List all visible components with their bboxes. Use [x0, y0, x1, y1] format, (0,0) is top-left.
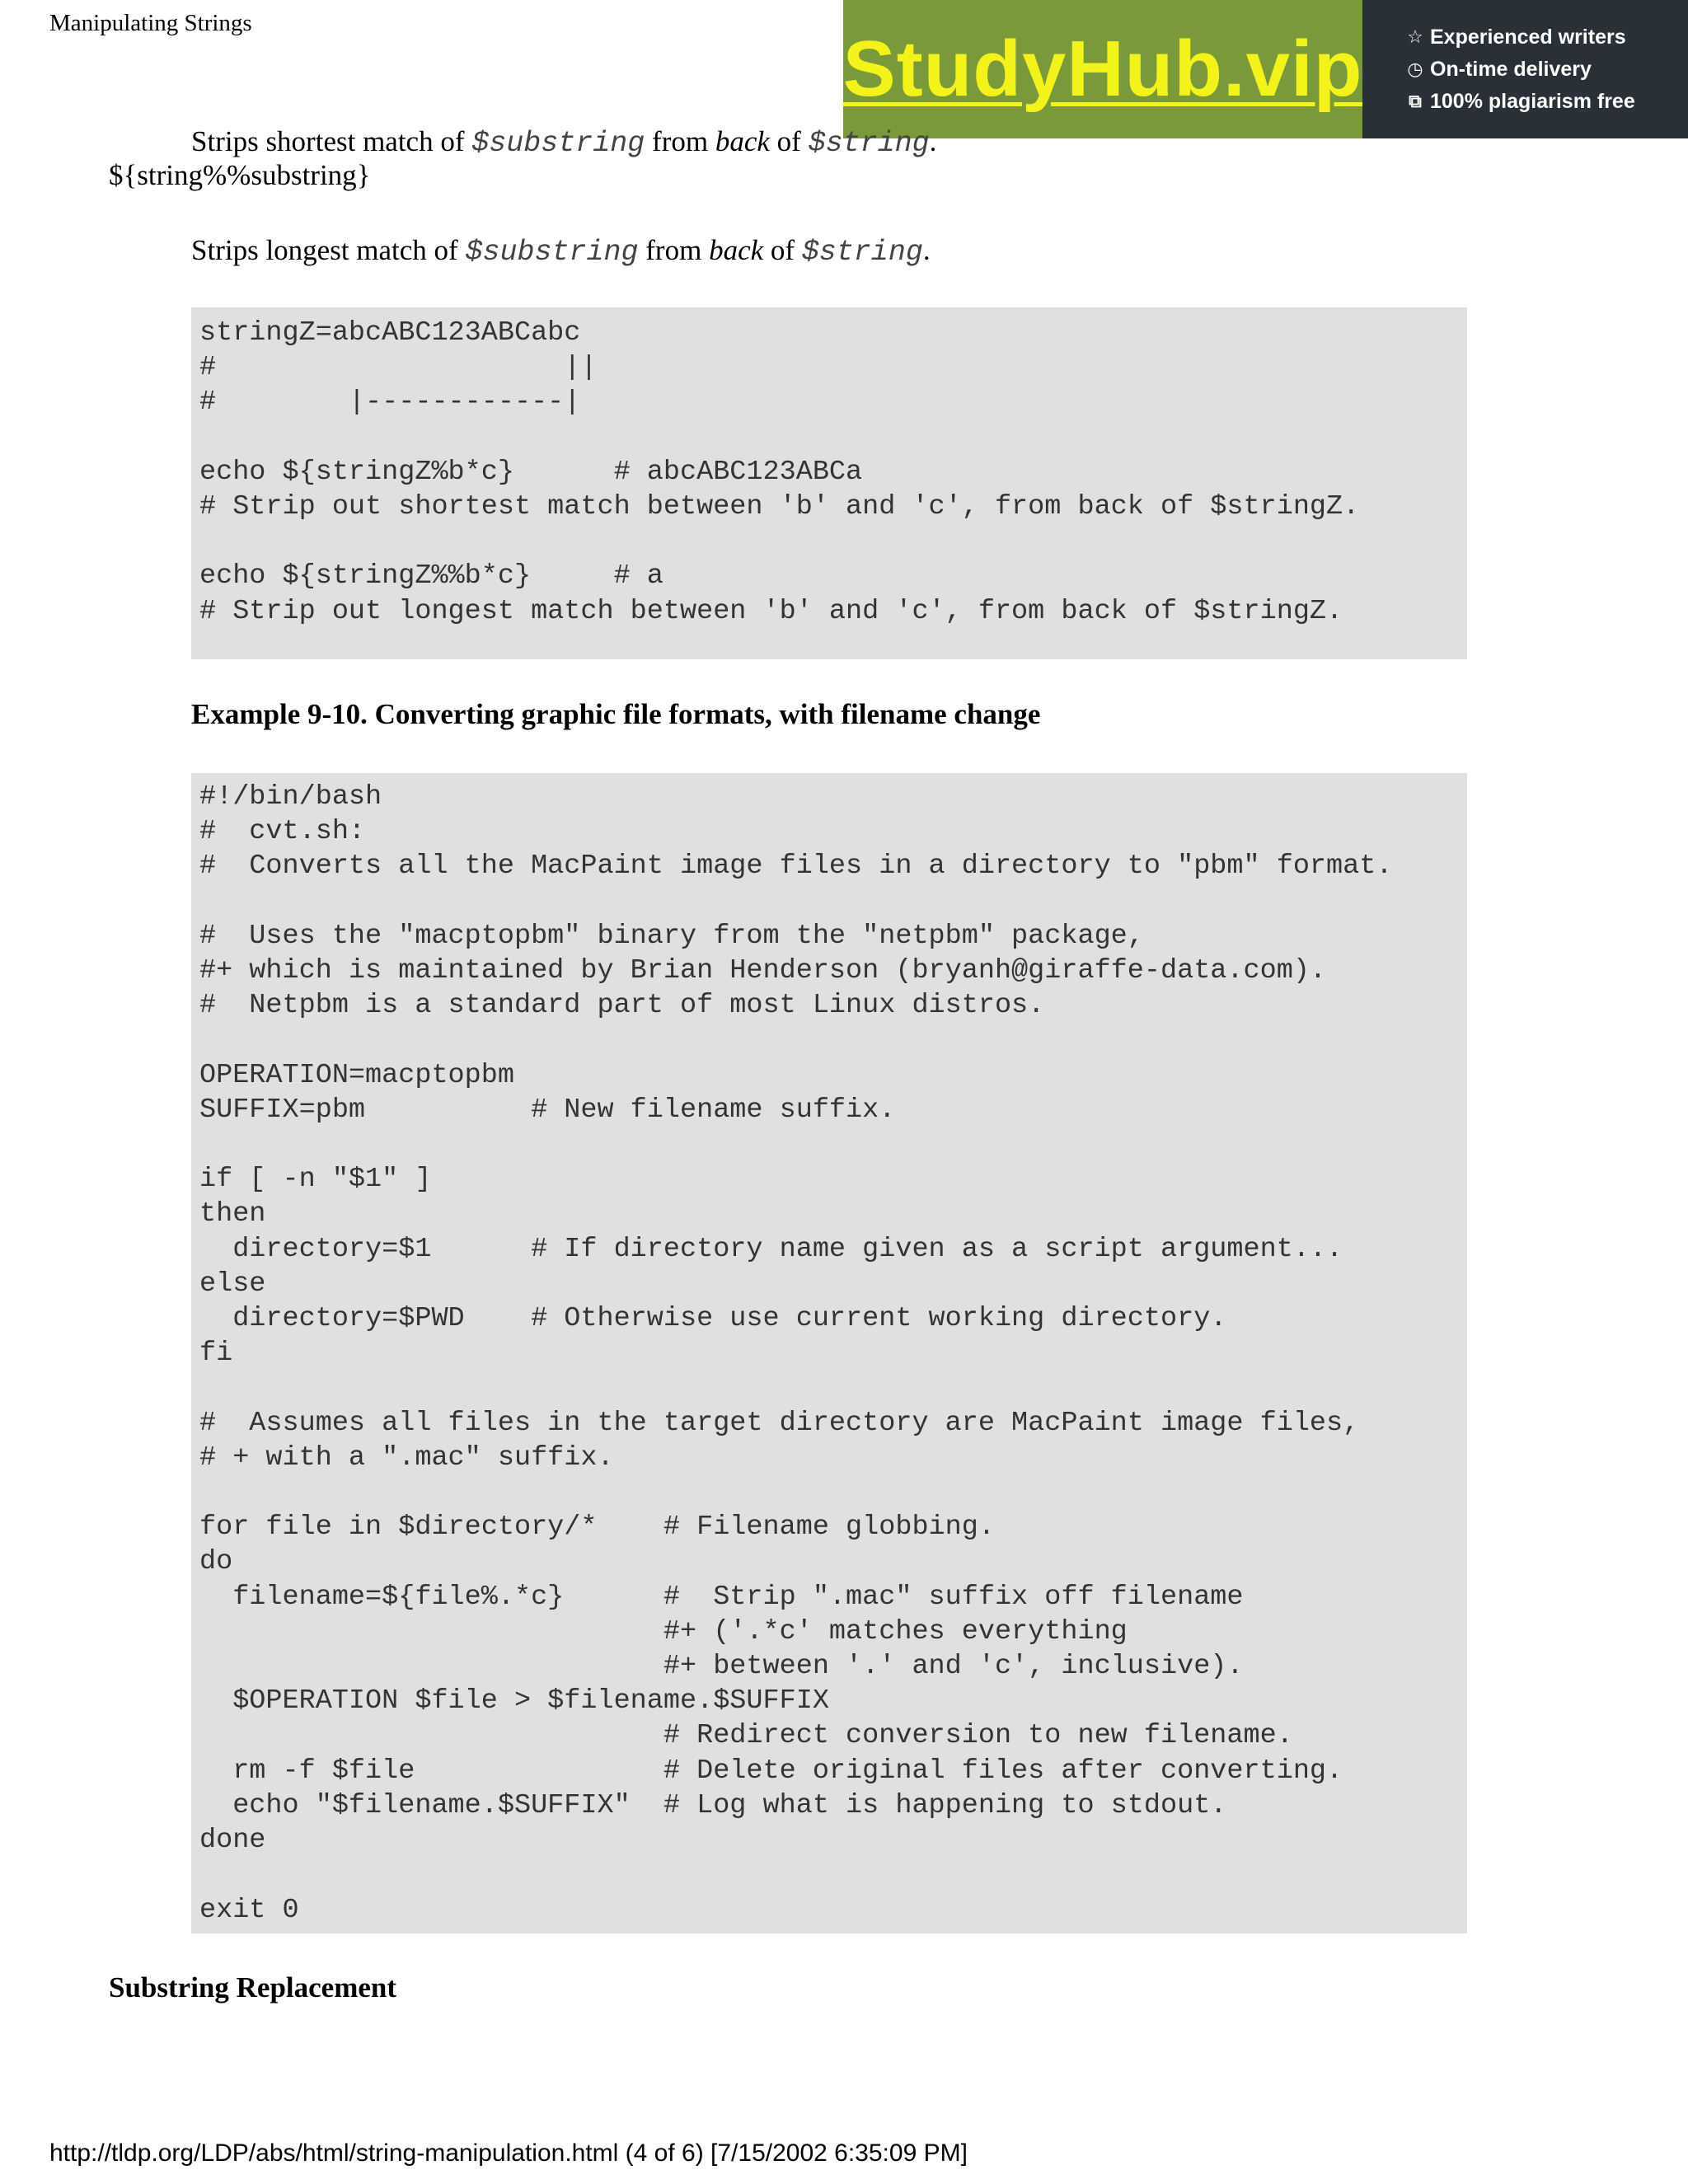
banner-feature-text: Experienced writers	[1430, 25, 1626, 49]
star-icon: ☆	[1407, 26, 1423, 47]
banner-feature-text: On-time delivery	[1430, 57, 1592, 81]
desc-text: from	[645, 125, 715, 157]
clock-icon: ◷	[1407, 59, 1423, 79]
code-example-cvt	[191, 773, 1467, 1933]
code-listing: #!/bin/bash # cvt.sh: # Converts all the MacPaint image files in a directory to "pbm" format. # Uses the "macptopbm" binary from the "netpbm" package, #+ which is maintained by Brian Henderson (bryanh@giraffe-data.com). # Netpbm is a standard part of most Linux distros. OPERATION=macptopbm SUFFIX=pbm # New filename suffix. if [ -n "$1" ] then directory=$1 # If directory name given as a script argument... else directory=$PWD # Otherwise use current working directory. fi # Assumes all files in the target directory are MacPaint image files, # + with a ".mac" suffix. for file in $directory/* # Filename globbing. do filename=${file%.*c} # Strip ".mac" suffix off filename #+ ('.*c' matches everything #+ between '.' and 'c', inclusive). $OPERATION $file > $filename.$SUFFIX # Redirect conversion to new filename. rm -f $file # Delete original files after converting. echo "$filename.$SUFFIX" # Log what is happening to stdout. done exit 0	[199, 781, 1393, 1926]
substring-var: $substring	[471, 127, 645, 160]
string-var: $string	[801, 236, 923, 269]
desc-text: Strips shortest match of	[191, 125, 472, 157]
desc-text: of	[769, 125, 809, 157]
code-listing: stringZ=abcABC123ABCabc # || # |------------| echo ${stringZ%b*c} # abcABC123ABCa # Strip out shortest match between 'b' and 'c', from back of $stringZ. echo ${stringZ%%b*c} # a # Strip out longest match between 'b' and 'c', from back of $stringZ.	[199, 317, 1360, 627]
banner-feature	[1405, 58, 1688, 82]
syntax-line: ${string%%substring}	[109, 159, 371, 191]
desc-emphasis: back	[715, 125, 770, 157]
page-footer-url: http://tldp.org/LDP/abs/html/string-manipulation.html (4 of 6) [7/15/2002 6:35:09 PM]	[49, 2139, 968, 2167]
page-header-title: Manipulating Strings	[49, 10, 252, 36]
desc-text: .	[929, 125, 937, 157]
studyhub-logo[interactable]: StudyHub.vip	[842, 25, 1363, 113]
banner-feature	[1405, 26, 1688, 49]
copy-icon: ⧉	[1409, 91, 1422, 111]
desc-text: Strips longest match of	[191, 234, 466, 266]
desc-emphasis: back	[709, 234, 764, 266]
banner-feature	[1405, 90, 1688, 114]
banner-feature-text: 100% plagiarism free	[1430, 89, 1635, 113]
longest-match-description	[191, 233, 931, 269]
substring-var: $substring	[465, 236, 639, 269]
banner-features-panel	[1362, 0, 1688, 138]
desc-text: of	[763, 234, 802, 266]
shortest-match-description	[191, 124, 936, 161]
desc-text: from	[638, 234, 710, 266]
code-example-strip	[191, 307, 1467, 659]
studyhub-banner[interactable]	[843, 0, 1688, 138]
string-var: $string	[808, 127, 930, 160]
section-heading: Substring Replacement	[109, 1971, 397, 2004]
example-title: Example 9-10. Converting graphic file formats, with filename change	[191, 698, 1041, 730]
banner-logo-panel[interactable]	[843, 0, 1362, 138]
desc-text: .	[922, 234, 931, 266]
